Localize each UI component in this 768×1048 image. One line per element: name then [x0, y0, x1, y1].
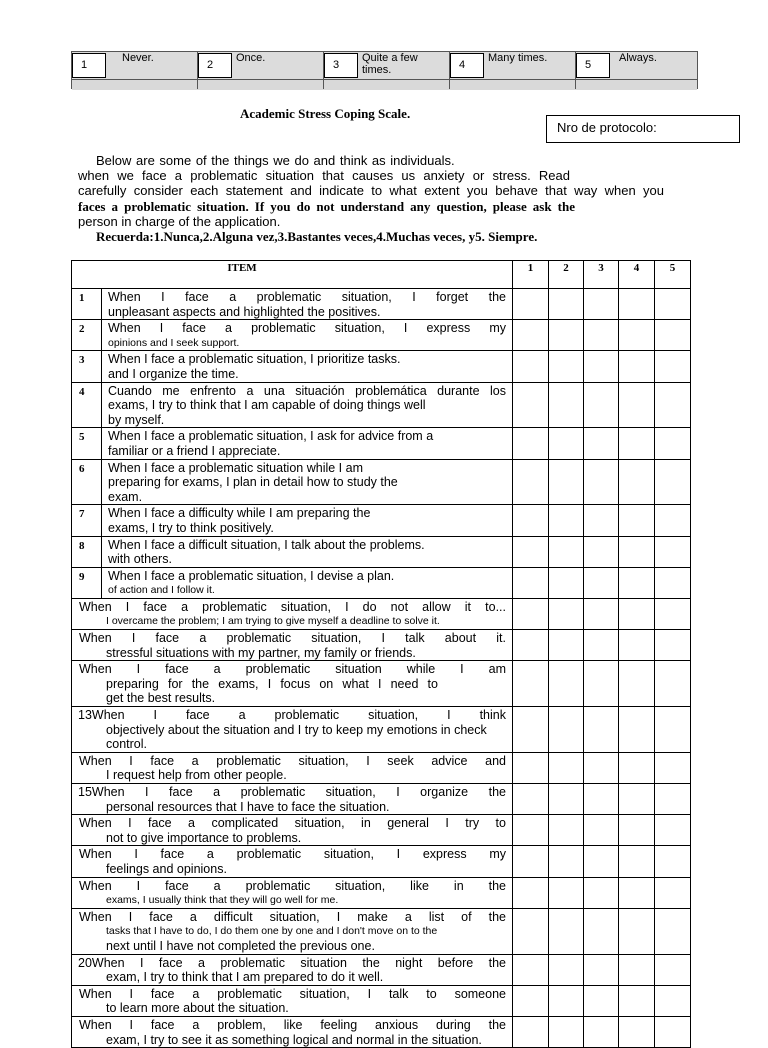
scale-number: 1 — [72, 53, 106, 78]
score-cell-3[interactable] — [584, 752, 619, 783]
item-row — [72, 846, 691, 877]
score-cell-1[interactable] — [513, 567, 549, 598]
score-cell-1[interactable] — [513, 428, 549, 459]
score-cell-2[interactable] — [549, 630, 584, 661]
score-cell-5[interactable] — [655, 428, 691, 459]
score-cell-3[interactable] — [584, 289, 619, 320]
score-cell-3[interactable] — [584, 505, 619, 536]
item-number: 13 — [78, 708, 92, 723]
score-cell-4[interactable] — [619, 985, 655, 1016]
score-cell-1[interactable] — [513, 320, 549, 351]
score-cell-3[interactable] — [584, 784, 619, 815]
score-cell-2[interactable] — [549, 459, 584, 505]
score-cell-4[interactable] — [619, 630, 655, 661]
score-cell-5[interactable] — [655, 630, 691, 661]
instructions-line-bold: faces a problematic situation. If you do not understand any question, please ask the — [78, 198, 575, 214]
item-text — [102, 289, 513, 320]
item-row — [72, 1016, 691, 1047]
item-text — [72, 815, 513, 846]
score-cell-3[interactable] — [584, 536, 619, 567]
item-text — [72, 954, 513, 985]
score-cell-2[interactable] — [549, 382, 584, 428]
score-cell-3[interactable] — [584, 908, 619, 954]
item-number: 15 — [78, 785, 92, 799]
item-number: 1 — [72, 289, 102, 320]
item-number: 7 — [72, 505, 102, 536]
item-text-line: When I face a problematic situation, I talk about it. — [79, 631, 506, 646]
items-table — [71, 260, 691, 1048]
item-text-line: objectively about the situation and I try to keep my emotions in check — [106, 722, 487, 737]
score-cell-2[interactable] — [549, 985, 584, 1016]
item-text-line: When I face a problematic situation, I think — [91, 708, 506, 723]
item-row — [72, 661, 691, 707]
item-text-line: preparing for exams, I plan in detail how to study the — [108, 475, 398, 490]
scale-label: Always. — [619, 52, 657, 64]
item-text — [72, 1016, 513, 1047]
item-number: 6 — [72, 459, 102, 505]
item-text-line: and I organize the time. — [108, 366, 239, 381]
score-cell-2[interactable] — [549, 815, 584, 846]
score-cell-4[interactable] — [619, 954, 655, 985]
score-cell-4[interactable] — [619, 351, 655, 382]
score-cell-5[interactable] — [655, 459, 691, 505]
score-cell-3[interactable] — [584, 846, 619, 877]
score-cell-5[interactable] — [655, 1016, 691, 1047]
item-text — [72, 630, 513, 661]
score-cell-1[interactable] — [513, 707, 549, 753]
score-cell-3[interactable] — [584, 877, 619, 908]
item-text-line: When I face a problematic situation, I do not allow it to... — [79, 599, 506, 614]
item-text-line: When I face a problematic situation while I am — [79, 662, 506, 677]
score-column-header: 5 — [655, 261, 691, 289]
item-text-line: When I face a problematic situation the night before the — [91, 955, 506, 970]
item-row — [72, 459, 691, 505]
score-cell-4[interactable] — [619, 815, 655, 846]
score-cell-4[interactable] — [619, 428, 655, 459]
item-text-line: When I face a problem, like feeling anxious during the — [79, 1017, 506, 1032]
score-cell-5[interactable] — [655, 752, 691, 783]
item-text-line: feelings and opinions. — [106, 861, 227, 876]
item-row — [72, 505, 691, 536]
item-text-line: When I face a problematic situation, I devise a plan. — [108, 568, 395, 583]
score-cell-3[interactable] — [584, 985, 619, 1016]
item-row — [72, 598, 691, 629]
score-cell-5[interactable] — [655, 707, 691, 753]
item-row — [72, 707, 691, 753]
item-row — [72, 752, 691, 783]
score-cell-5[interactable] — [655, 536, 691, 567]
score-column-header: 4 — [619, 261, 655, 289]
item-text-line: exams, I try to think positively. — [108, 520, 274, 535]
item-text — [102, 351, 513, 382]
score-cell-1[interactable] — [513, 784, 549, 815]
item-text — [72, 707, 513, 753]
score-cell-1[interactable] — [513, 846, 549, 877]
score-cell-2[interactable] — [549, 351, 584, 382]
item-text-line: Cuando me enfrento a una situación problemática durante los — [108, 383, 506, 398]
score-cell-1[interactable] — [513, 877, 549, 908]
scale-number: 4 — [450, 53, 484, 78]
scale-option-2 — [197, 52, 324, 89]
score-cell-1[interactable] — [513, 661, 549, 707]
item-text-line: with others. — [108, 552, 172, 567]
score-cell-5[interactable] — [655, 846, 691, 877]
score-column-header: 1 — [513, 261, 549, 289]
instructions-line: person in charge of the application. — [78, 213, 281, 229]
score-cell-2[interactable] — [549, 707, 584, 753]
item-text-line: stressful situations with my partner, my family or friends. — [106, 645, 416, 660]
score-cell-4[interactable] — [619, 784, 655, 815]
item-row — [72, 382, 691, 428]
item-text-line: preparing for the exams, I focus on what I need to — [106, 676, 438, 691]
scale-option-5 — [575, 52, 698, 89]
score-cell-3[interactable] — [584, 661, 619, 707]
score-cell-4[interactable] — [619, 908, 655, 954]
scale-label: Many times. — [488, 52, 548, 64]
score-column-header: 3 — [584, 261, 619, 289]
score-cell-1[interactable] — [513, 985, 549, 1016]
item-text-line: When I face a problematic situation while I am — [108, 460, 363, 475]
score-cell-5[interactable] — [655, 598, 691, 629]
protocol-label: Nro de protocolo: — [557, 120, 657, 135]
item-text — [102, 505, 513, 536]
item-text-line: exams, I usually think that they will go well for me. — [106, 894, 339, 907]
item-text-line: When I face a problematic situation, I seek advice and — [79, 753, 506, 768]
item-text — [72, 661, 513, 707]
item-row — [72, 954, 691, 985]
score-cell-1[interactable] — [513, 536, 549, 567]
item-row — [72, 784, 691, 815]
item-text — [102, 320, 513, 351]
score-cell-5[interactable] — [655, 784, 691, 815]
item-text-line: opinions and I seek support. — [108, 336, 240, 349]
scale-legend — [71, 51, 698, 89]
score-cell-2[interactable] — [549, 846, 584, 877]
score-cell-1[interactable] — [513, 752, 549, 783]
score-cell-5[interactable] — [655, 877, 691, 908]
score-cell-2[interactable] — [549, 877, 584, 908]
scale-option-1 — [72, 52, 197, 89]
score-cell-2[interactable] — [549, 320, 584, 351]
score-cell-2[interactable] — [549, 428, 584, 459]
score-cell-2[interactable] — [549, 954, 584, 985]
item-text — [102, 567, 513, 598]
score-cell-5[interactable] — [655, 985, 691, 1016]
score-cell-3[interactable] — [584, 598, 619, 629]
item-row — [72, 351, 691, 382]
item-text-line: personal resources that I have to face the situation. — [106, 799, 390, 814]
item-text-line: When I face a problematic situation, I organize the — [91, 785, 506, 799]
item-number: 4 — [72, 382, 102, 428]
item-text-line: exams, I try to think that I am capable of doing things well — [108, 398, 426, 413]
item-text-line: When I face a complicated situation, in general I try to — [79, 816, 506, 831]
score-cell-2[interactable] — [549, 505, 584, 536]
item-row — [72, 567, 691, 598]
score-cell-2[interactable] — [549, 661, 584, 707]
item-row — [72, 536, 691, 567]
instructions — [78, 153, 664, 244]
score-cell-2[interactable] — [549, 784, 584, 815]
score-cell-1[interactable] — [513, 954, 549, 985]
score-cell-1[interactable] — [513, 505, 549, 536]
item-text-line: to learn more about the situation. — [106, 1001, 289, 1016]
score-cell-3[interactable] — [584, 459, 619, 505]
item-row — [72, 630, 691, 661]
score-cell-4[interactable] — [619, 1016, 655, 1047]
item-text-line: tasks that I have to do, I do them one by one and I don't move on to the — [106, 925, 438, 938]
score-cell-1[interactable] — [513, 598, 549, 629]
score-cell-2[interactable] — [549, 289, 584, 320]
item-text-line: next until I have not completed the previous one. — [106, 938, 375, 953]
score-cell-3[interactable] — [584, 382, 619, 428]
item-row — [72, 289, 691, 320]
score-cell-2[interactable] — [549, 1016, 584, 1047]
item-row — [72, 908, 691, 954]
score-cell-4[interactable] — [619, 598, 655, 629]
score-cell-5[interactable] — [655, 567, 691, 598]
scale-option-4 — [449, 52, 576, 89]
item-text — [72, 877, 513, 908]
item-text — [72, 908, 513, 954]
score-cell-4[interactable] — [619, 707, 655, 753]
item-row — [72, 320, 691, 351]
item-number: 8 — [72, 536, 102, 567]
score-cell-4[interactable] — [619, 661, 655, 707]
score-cell-3[interactable] — [584, 351, 619, 382]
score-cell-1[interactable] — [513, 289, 549, 320]
item-text-line: exam. — [108, 489, 143, 504]
score-cell-1[interactable] — [513, 815, 549, 846]
item-text-line: control. — [106, 737, 147, 752]
item-text-line: exam, I try to think that I am prepared to do it well. — [106, 970, 384, 985]
score-cell-4[interactable] — [619, 505, 655, 536]
score-cell-4[interactable] — [619, 536, 655, 567]
score-cell-4[interactable] — [619, 382, 655, 428]
item-text — [72, 598, 513, 629]
scale-label: Never. — [122, 52, 154, 64]
instructions-line: Below are some of the things we do and think as individuals. — [96, 153, 455, 168]
scale-reminder: Recuerda:1.Nunca,2.Alguna vez,3.Bastantes veces,4.Muchas veces, y5. Siempre. — [96, 229, 538, 245]
score-cell-2[interactable] — [549, 752, 584, 783]
score-cell-5[interactable] — [655, 505, 691, 536]
score-cell-1[interactable] — [513, 382, 549, 428]
score-cell-5[interactable] — [655, 908, 691, 954]
item-text-first-line — [78, 708, 506, 723]
score-cell-2[interactable] — [549, 567, 584, 598]
score-cell-3[interactable] — [584, 954, 619, 985]
item-text — [102, 459, 513, 505]
score-cell-4[interactable] — [619, 877, 655, 908]
score-column-header: 2 — [549, 261, 584, 289]
item-row — [72, 877, 691, 908]
item-text-line: When I face a difficult situation, I talk about the problems. — [108, 537, 425, 552]
score-cell-3[interactable] — [584, 815, 619, 846]
item-text-line: When I face a problematic situation, I express my — [79, 847, 506, 862]
score-cell-3[interactable] — [584, 428, 619, 459]
item-text-line: When I face a difficulty while I am preparing the — [108, 506, 371, 521]
score-cell-1[interactable] — [513, 630, 549, 661]
item-text — [72, 784, 513, 815]
score-cell-4[interactable] — [619, 846, 655, 877]
score-cell-5[interactable] — [655, 815, 691, 846]
item-text-line: I request help from other people. — [106, 768, 287, 783]
item-text-line: When I face a problematic situation, I prioritize tasks. — [108, 352, 401, 367]
item-number: 5 — [72, 428, 102, 459]
score-cell-3[interactable] — [584, 630, 619, 661]
score-cell-1[interactable] — [513, 1016, 549, 1047]
page-title: Academic Stress Coping Scale. — [240, 106, 411, 121]
score-cell-1[interactable] — [513, 459, 549, 505]
item-text-first-line — [78, 956, 506, 971]
scale-number: 3 — [324, 53, 358, 78]
instructions-line: when we face a problematic situation that causes us anxiety or stress. Read — [78, 168, 570, 184]
score-cell-2[interactable] — [549, 598, 584, 629]
scale-label: Once. — [236, 52, 266, 64]
item-text — [72, 985, 513, 1016]
score-cell-2[interactable] — [549, 536, 584, 567]
score-cell-5[interactable] — [655, 351, 691, 382]
item-text-line: When I face a problematic situation, I ask for advice from a — [108, 429, 434, 444]
item-text-first-line — [78, 785, 506, 800]
item-text-line: by myself. — [108, 412, 165, 427]
score-cell-2[interactable] — [549, 908, 584, 954]
item-row — [72, 985, 691, 1016]
protocol-number-field[interactable] — [546, 115, 740, 143]
instructions-line: carefully consider each statement and indicate to what extent you behave that way when you — [78, 183, 664, 199]
item-text-line: When I face a problematic situation, I express my — [108, 321, 506, 336]
item-number: 20 — [78, 955, 92, 970]
score-cell-3[interactable] — [584, 320, 619, 351]
score-cell-4[interactable] — [619, 459, 655, 505]
scale-number: 2 — [198, 53, 232, 78]
score-cell-3[interactable] — [584, 567, 619, 598]
item-column-header: ITEM — [72, 261, 513, 289]
item-text-line: familiar or a friend I appreciate. — [108, 443, 281, 458]
item-text — [72, 846, 513, 877]
score-cell-1[interactable] — [513, 351, 549, 382]
score-cell-4[interactable] — [619, 752, 655, 783]
score-cell-5[interactable] — [655, 661, 691, 707]
scale-number: 5 — [576, 53, 610, 78]
item-text-line: not to give importance to problems. — [106, 830, 302, 845]
scale-option-3 — [323, 52, 450, 89]
score-cell-4[interactable] — [619, 289, 655, 320]
item-text — [102, 536, 513, 567]
scale-label: Quite a few times. — [362, 52, 418, 76]
item-text-line: of action and I follow it. — [108, 584, 215, 597]
item-text-line: exam, I try to see it as something logical and normal in the situation. — [106, 1032, 482, 1047]
item-text-line: get the best results. — [106, 691, 216, 706]
item-text — [102, 428, 513, 459]
score-cell-3[interactable] — [584, 707, 619, 753]
item-number: 2 — [72, 320, 102, 351]
item-text-line: unpleasant aspects and highlighted the positives. — [108, 304, 381, 319]
item-number: 9 — [72, 567, 102, 598]
score-cell-5[interactable] — [655, 289, 691, 320]
item-row — [72, 428, 691, 459]
item-number: 3 — [72, 351, 102, 382]
item-row — [72, 815, 691, 846]
item-text-line: I overcame the problem; I am trying to give myself a deadline to solve it. — [106, 615, 440, 628]
item-text-line: When I face a problematic situation, like in the — [79, 878, 506, 893]
score-cell-5[interactable] — [655, 320, 691, 351]
item-text-line: When I face a difficult situation, I make a list of the — [79, 909, 506, 924]
item-text-line: When I face a problematic situation, I forget the — [108, 290, 506, 304]
item-text — [72, 752, 513, 783]
score-cell-4[interactable] — [619, 320, 655, 351]
score-cell-1[interactable] — [513, 908, 549, 954]
score-cell-5[interactable] — [655, 382, 691, 428]
item-text-line: When I face a problematic situation, I talk to someone — [79, 986, 506, 1001]
item-text — [102, 382, 513, 428]
score-cell-5[interactable] — [655, 954, 691, 985]
score-cell-3[interactable] — [584, 1016, 619, 1047]
score-cell-4[interactable] — [619, 567, 655, 598]
table-header-row — [72, 261, 691, 289]
